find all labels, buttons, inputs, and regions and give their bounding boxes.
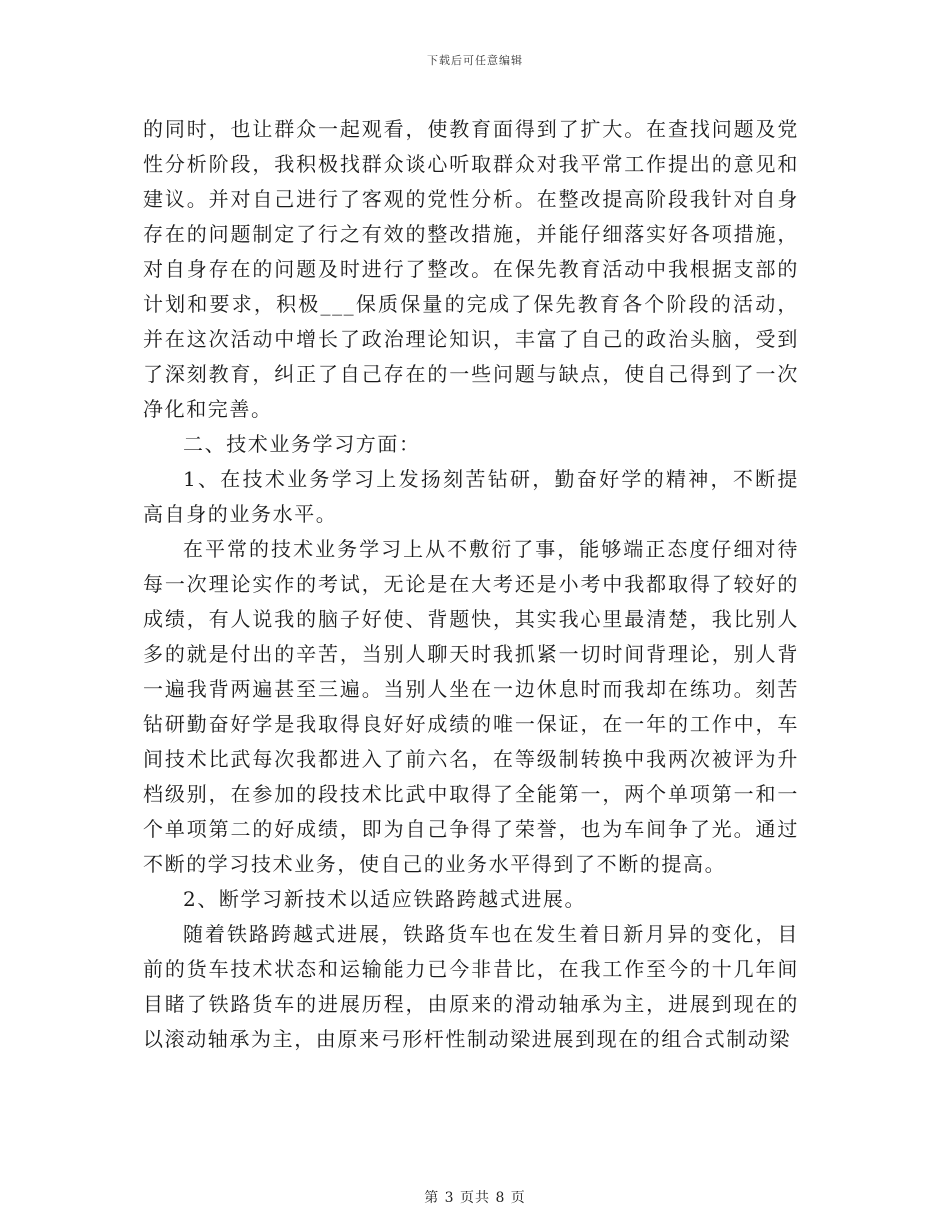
paragraph: 的同时，也让群众一起观看，使教育面得到了扩大。在查找问题及党性分析阶段，我积极找群众谈心听取群众对我平常工作提出的意见和建议。并对自己进行了客观的党性分析。在整改提高阶段我针对自身存在的问题制定了行之有效的整改措施，并能仔细落实好各项措施，对自身存在的问题及时进行了整改。在保先教育活动中我根据支部的计划和要求，积极___保质保量的完成了保先教育各个阶段的活动，并在这次活动中增长了政治理论知识，丰富了自己的政治头脑，受到了深刻教育，纠正了自己存在的一些问题与缺点，使自己得到了一次净化和完善。 [143, 117, 799, 421]
document-body [143, 112, 799, 1057]
paragraph: 在平常的技术业务学习上从不敷衍了事，能够端正态度仔细对待每一次理论实作的考试，无论是在大考还是小考中我都取得了较好的成绩，有人说我的脑子好使、背题快，其实我心里最清楚，我比别人多的就是付出的辛苦，当别人聊天时我抓紧一切时间背理论，别人背一遍我背两遍甚至三遍。当别人坐在一边休息时而我却在练功。刻苦钻研勤奋好学是我取得良好好成绩的唯一保证，在一年的工作中，车间技术比武每次我都进入了前六名，在等级制转换中我两次被评为升档级别，在参加的段技术比武中取得了全能第一，两个单项第一和一个单项第二的好成绩，即为自己争得了荣誉，也为车间争了光。通过不断的学习技术业务，使自己的业务水平得到了不断的提高。 [143, 537, 799, 876]
section-heading: 二、技术业务学习方面： [183, 432, 421, 456]
page-footer: 第 3 页共 8 页 [424, 1190, 526, 1206]
subsection-heading: 2、断学习新技术以适应铁路跨越式进展。 [183, 887, 587, 911]
paragraph: 随着铁路跨越式进展，铁路货车也在发生着日新月异的变化，目前的货车技术状态和运输能力已今非昔比，在我工作至今的十几年间目睹了铁路货车的进展历程，由原来的滑动轴承为主，进展到现在的以滚动轴承为主，由原来弓形杆性制动梁进展到现在的组合式制动梁 [143, 922, 799, 1051]
page-header: 下载后可任意编辑 [427, 54, 523, 67]
subsection-heading: 1、在技术业务学习上发扬刻苦钻研，勤奋好学的精神，不断提高自身的业务水平。 [143, 467, 799, 526]
